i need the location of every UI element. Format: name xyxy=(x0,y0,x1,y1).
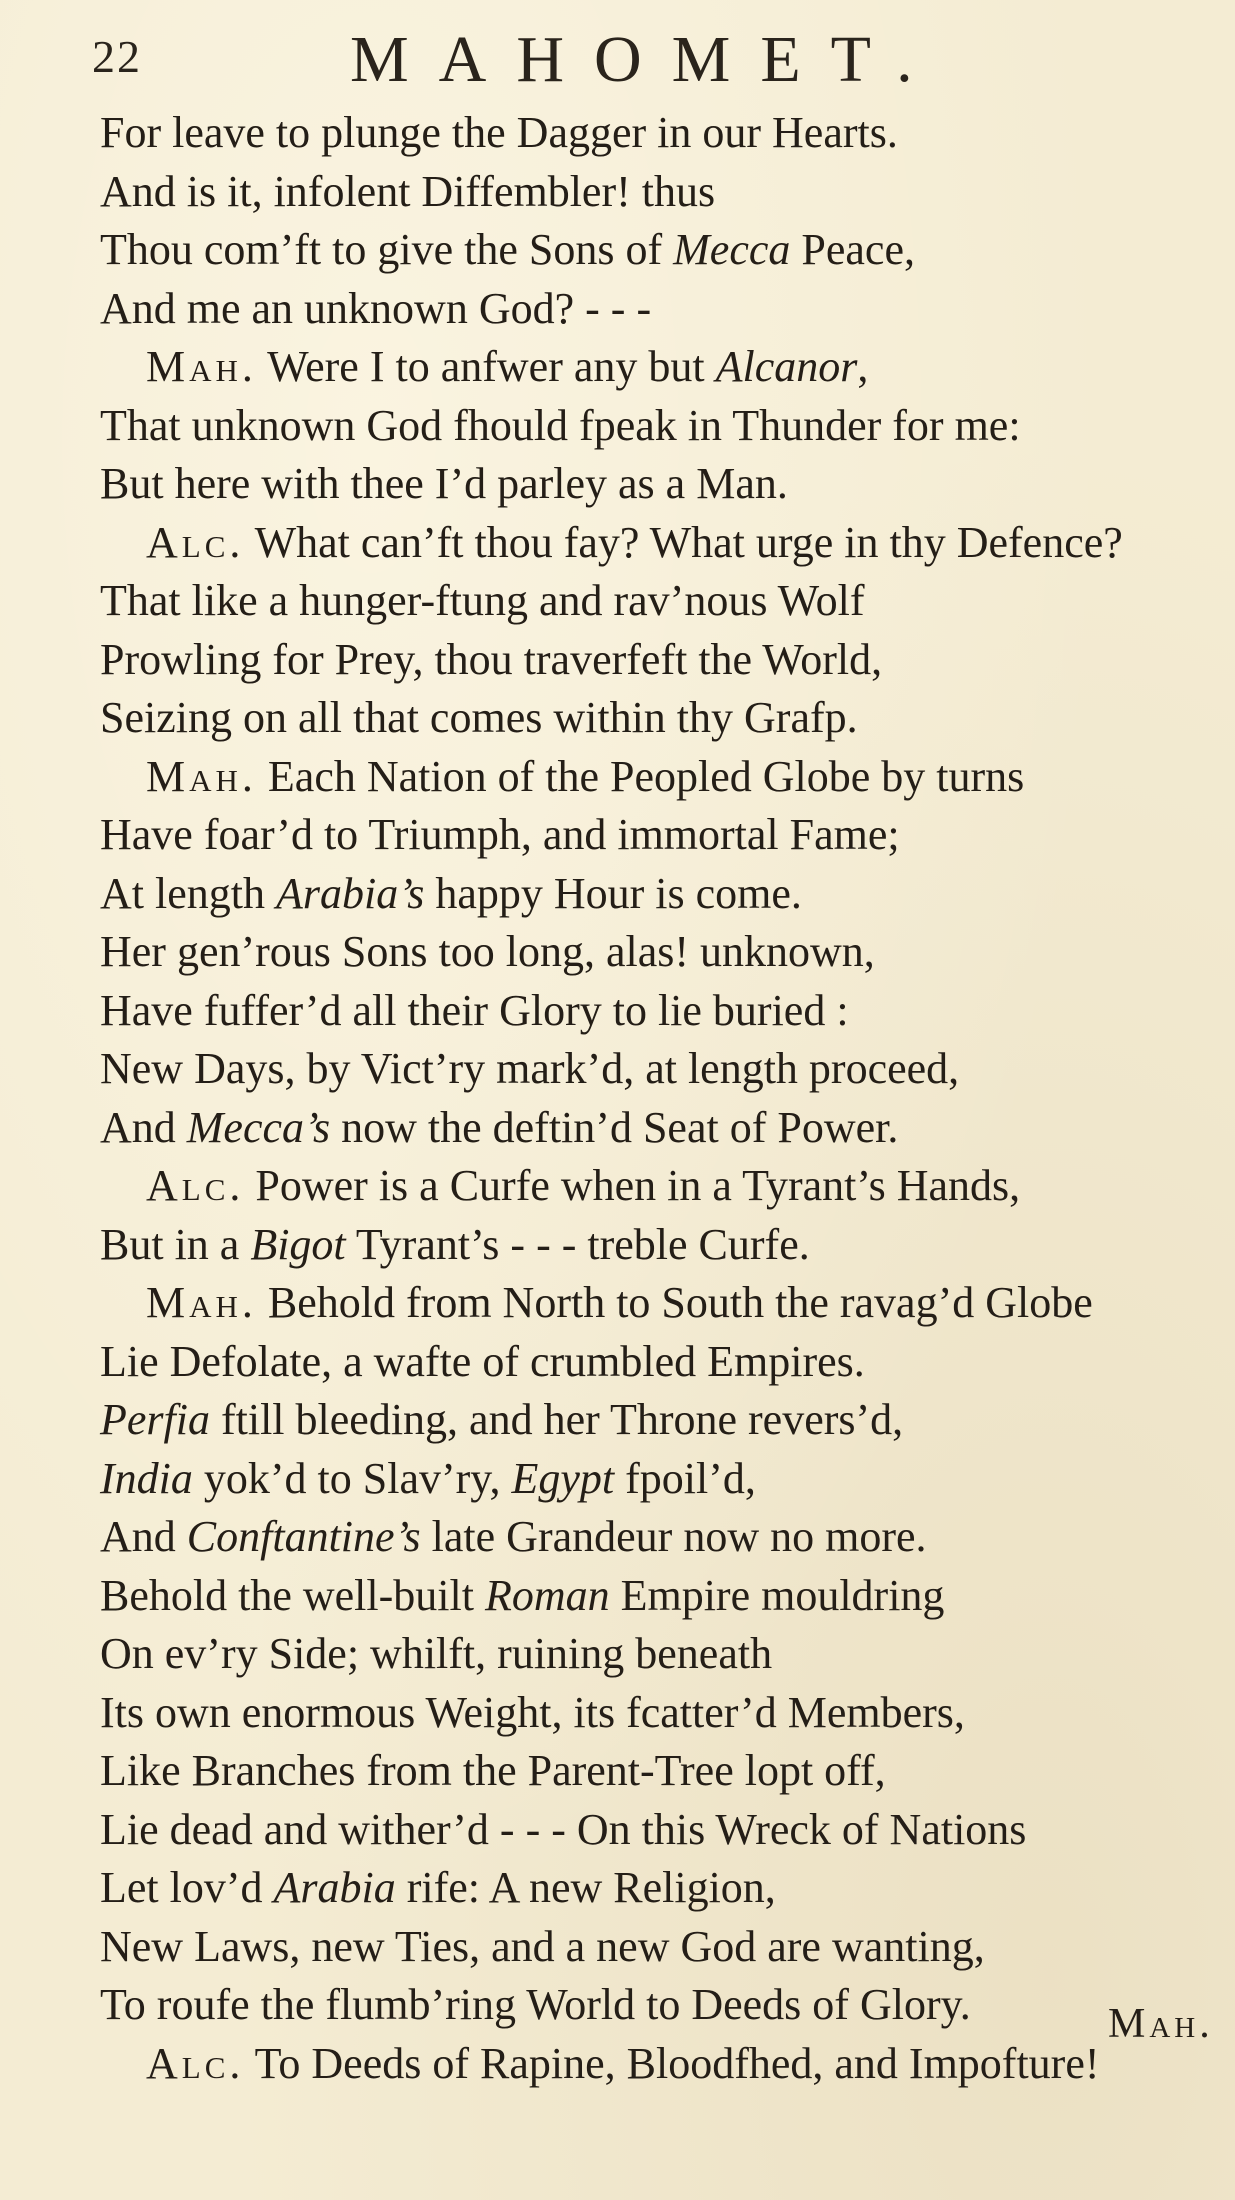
verse-text: Thou com’ft to give the Sons of xyxy=(100,225,674,274)
verse-line xyxy=(100,514,1210,573)
verse-line xyxy=(100,748,1210,807)
verse-text: Her gen’rous Sons too long, alas! unknown, xyxy=(100,927,875,976)
verse-line xyxy=(100,1567,1210,1626)
verse-text: To roufe the flumb’ring World to Deeds of Glory. xyxy=(100,1980,971,2029)
verse-text: And me an unknown God? - - - xyxy=(100,283,652,333)
verse-line xyxy=(100,689,1210,748)
verse-text: fpoil’d, xyxy=(614,1453,756,1503)
italic-name: Arabia’s xyxy=(275,868,425,918)
verse-text: For leave to plunge the Dagger in our Hearts. xyxy=(100,108,898,157)
verse-text: late Grandeur now no more. xyxy=(420,1512,927,1561)
verse-line xyxy=(100,1391,1210,1450)
verse-text: But in a xyxy=(100,1219,251,1269)
verse-line xyxy=(100,104,1210,163)
verse-text: Behold the well-built xyxy=(100,1570,485,1620)
verse-text: And xyxy=(100,1102,187,1152)
verse-text: That like a hunger-ftung and rav’nous Wolf xyxy=(100,576,865,625)
verse-text: ftill bleeding, and her Throne revers’d, xyxy=(209,1395,904,1444)
verse-line xyxy=(100,1859,1210,1918)
verse-text: And is it, infolent Diffembler! thus xyxy=(100,166,716,216)
verse-text: And xyxy=(100,1512,187,1561)
verse-line xyxy=(100,280,1210,339)
verse-line xyxy=(100,1684,1210,1743)
speaker-name: Mah. xyxy=(146,1278,257,1327)
speaker-name: Alc. xyxy=(146,2038,245,2088)
verse-text: That unknown God fhould fpeak in Thunder for me: xyxy=(100,400,1021,450)
verse-text: At length xyxy=(100,868,276,918)
verse-text: Prowling for Prey, thou traverfeft the World, xyxy=(100,634,883,684)
italic-name: Alcanor xyxy=(715,342,858,391)
page-header xyxy=(92,22,1152,96)
play-text xyxy=(100,104,1210,2093)
verse-text: yok’d to Slav’ry, xyxy=(192,1453,512,1503)
verse-line xyxy=(100,1099,1210,1158)
verse-text: But here with thee I’d parley as a Man. xyxy=(100,459,788,508)
italic-name: Conftantine’s xyxy=(186,1512,421,1561)
verse-line xyxy=(100,1333,1210,1392)
verse-line xyxy=(100,1450,1210,1509)
verse-line xyxy=(100,1801,1210,1860)
verse-text: Behold from North to South the ravag’d Globe xyxy=(256,1278,1093,1327)
italic-name: Egypt xyxy=(511,1453,615,1503)
verse-text: New Laws, new Ties, and a new God are wanting, xyxy=(100,1921,985,1971)
verse-line xyxy=(100,1742,1210,1801)
verse-line xyxy=(100,1040,1210,1099)
verse-line xyxy=(100,1157,1210,1216)
verse-text: Empire mouldring xyxy=(609,1570,945,1620)
verse-text: , xyxy=(857,342,869,391)
verse-line xyxy=(100,631,1210,690)
verse-line xyxy=(100,1274,1210,1333)
verse-line xyxy=(100,1508,1210,1567)
verse-text: New Days, by Vict’ry mark’d, at length proceed, xyxy=(100,1044,960,1093)
verse-line xyxy=(100,2035,1210,2094)
verse-line xyxy=(100,923,1210,982)
verse-text: Have fuffer’d all their Glory to lie buried : xyxy=(100,985,849,1035)
verse-text: rife: A new Religion, xyxy=(395,1863,776,1912)
verse-line xyxy=(100,806,1210,865)
italic-name: Arabia xyxy=(273,1863,396,1912)
verse-line xyxy=(100,1918,1210,1977)
verse-text: Like Branches from the Parent-Tree lopt off, xyxy=(100,1746,886,1795)
verse-text: Seizing on all that comes within thy Grafp. xyxy=(100,693,858,742)
verse-line xyxy=(100,1625,1210,1684)
speaker-name: Alc. xyxy=(146,517,245,567)
verse-text: Tyrant’s - - - treble Curfe. xyxy=(345,1219,810,1269)
italic-name: Mecca’s xyxy=(186,1102,331,1152)
verse-text: Lie Defolate, a wafte of crumbled Empires. xyxy=(100,1336,865,1386)
verse-line xyxy=(100,338,1210,397)
italic-name: Mecca xyxy=(673,225,791,274)
verse-text: now the deftin’d Seat of Power. xyxy=(330,1102,899,1152)
verse-line xyxy=(100,163,1210,222)
verse-text: Each Nation of the Peopled Globe by turns xyxy=(256,751,1025,801)
verse-line xyxy=(100,1976,1210,2035)
verse-text: Power is a Curfe when in a Tyrant’s Hands, xyxy=(244,1161,1021,1210)
verse-line xyxy=(100,865,1210,924)
verse-text: happy Hour is come. xyxy=(424,868,802,918)
speaker-name: Mah. xyxy=(146,751,257,801)
italic-name: Bigot xyxy=(250,1219,346,1269)
verse-line xyxy=(100,455,1210,514)
speaker-name: Mah. xyxy=(146,342,257,391)
verse-text: Let lov’d xyxy=(100,1863,274,1912)
verse-line xyxy=(100,221,1210,280)
italic-name: Perfia xyxy=(100,1395,210,1444)
running-title: MAHOMET. xyxy=(350,23,943,96)
speaker-name: Alc. xyxy=(146,1161,245,1210)
verse-text: To Deeds of Rapine, Bloodfhed, and Impofture! xyxy=(244,2038,1100,2088)
verse-line xyxy=(100,397,1210,456)
page-number: 22 xyxy=(92,31,142,82)
verse-text: On ev’ry Side; whilft, ruining beneath xyxy=(100,1629,773,1678)
italic-name: Roman xyxy=(484,1570,610,1620)
verse-line xyxy=(100,982,1210,1041)
verse-text: What can’ft thou fay? What urge in thy Defence? xyxy=(244,517,1123,567)
verse-text: Its own enormous Weight, its fcatter’d Members, xyxy=(100,1687,965,1737)
verse-text: Peace, xyxy=(790,225,915,274)
verse-line xyxy=(100,1216,1210,1275)
verse-text: Have foar’d to Triumph, and immortal Fame; xyxy=(100,810,900,859)
italic-name: India xyxy=(100,1453,193,1503)
catchword: Mah. xyxy=(1108,2001,1214,2047)
verse-text: Lie dead and wither’d - - - On this Wreck of Nations xyxy=(100,1804,1027,1854)
verse-line xyxy=(100,572,1210,631)
verse-text: Were I to anfwer any but xyxy=(256,342,716,391)
